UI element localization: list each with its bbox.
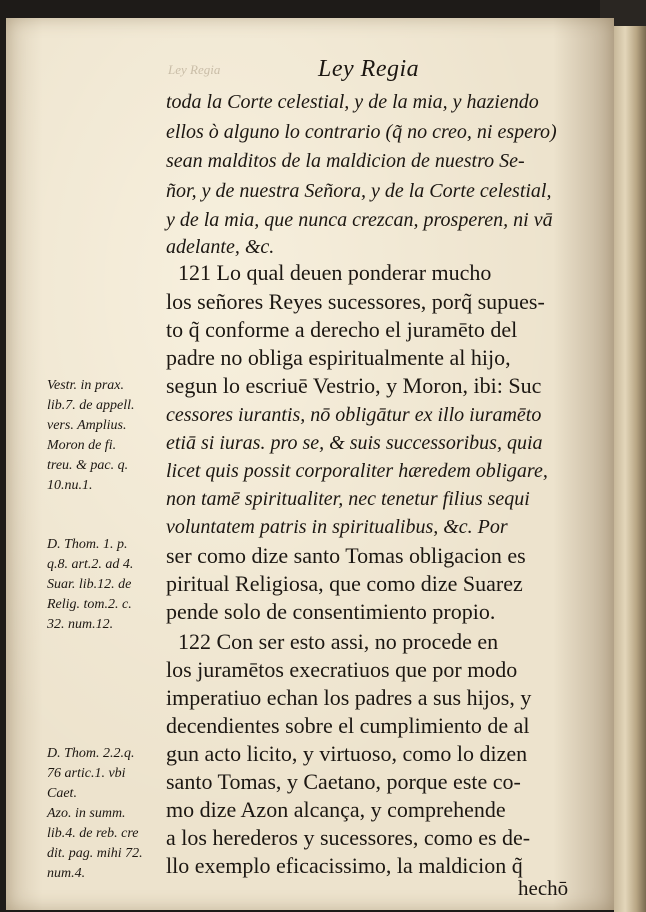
latin-quote-line: licet quis possit corporaliter hæredem obligare, (166, 460, 548, 482)
body-line: padre no obliga espiritualmente al hijo, (166, 345, 511, 370)
body-line: y de la mia, que nunca crezcan, prosperen, ni vā (166, 209, 553, 231)
body-line: ñor, y de nuestra Señora, y de la Corte celestial, (166, 180, 552, 202)
body-line: segun lo escriuē Vestrio, y Moron, ibi: Suc (166, 373, 542, 398)
body-line: ellos ò alguno lo contrario (q̃ no creo, ni espero) (166, 121, 557, 143)
body-line: gun acto licito, y virtuoso, como lo dizen (166, 741, 528, 766)
body-line: imperatiuo echan los padres a sus hijos, y (166, 685, 532, 710)
body-line: llo exemplo eficacissimo, la maldicion q̃ (166, 853, 523, 878)
body-line: ser como dize santo Tomas obligacion es (166, 543, 526, 568)
running-head: Ley Regia (318, 56, 420, 82)
library-stamp: Ley Regia (168, 62, 221, 77)
latin-quote-line: etiā si iuras. pro se, & suis successoribus, quia (166, 432, 543, 454)
body-line: los juramētos execratiuos que por modo (166, 657, 518, 682)
body-line: to q̃ conforme a derecho el juramēto del (166, 317, 518, 342)
paragraph-121-start: 121 Lo qual deuen ponderar mucho (178, 260, 492, 285)
body-line: piritual Religiosa, que como dize Suarez (166, 571, 523, 596)
body-line: pende solo de consentimiento propio. (166, 599, 496, 624)
latin-quote-line: voluntatem patris in spiritualibus, &c. Por (166, 516, 508, 538)
catchword: hechō (518, 876, 569, 900)
latin-quote-line: non tamē spiritualiter, nec tenetur filius sequi (166, 488, 530, 510)
body-line: mo dize Azon alcança, y comprehende (166, 797, 506, 822)
book-spine-edge (614, 26, 646, 912)
body-line: toda la Corte celestial, y de la mia, y haziendo (166, 91, 539, 113)
body-line: adelante, &c. (166, 236, 275, 258)
body-line: sean malditos de la maldicion de nuestro Se- (166, 150, 525, 172)
latin-quote-line: cessores iurantis, nō obligātur ex illo iuramēto (166, 404, 542, 426)
body-line: a los herederos y sucessores, como es de- (166, 825, 531, 850)
body-line: los señores Reyes sucessores, porq̃ supues- (166, 289, 545, 314)
margin-note-thomas: D. Thom. 1. p. q.8. art.2. ad 4. Suar. lib.12. de Relig. tom.2. c. 32. num.12. (47, 537, 134, 632)
paragraph-122-start: 122 Con ser esto assi, no procede en (178, 629, 499, 654)
margin-note-caetano: D. Thom. 2.2.q. 76 artic.1. vbi Caet. Azo. in summ. lib.4. de reb. cre dit. pag. mihi 72. num.4. (47, 746, 143, 881)
body-line: santo Tomas, y Caetano, porque este co- (166, 769, 521, 794)
margin-note-vestrio: Vestr. in prax. lib.7. de appell. vers. Amplius. Moron de fi. treu. & pac. q. 10.nu.1. (47, 378, 135, 493)
body-line: decendientes sobre el cumplimiento de al (166, 713, 530, 738)
